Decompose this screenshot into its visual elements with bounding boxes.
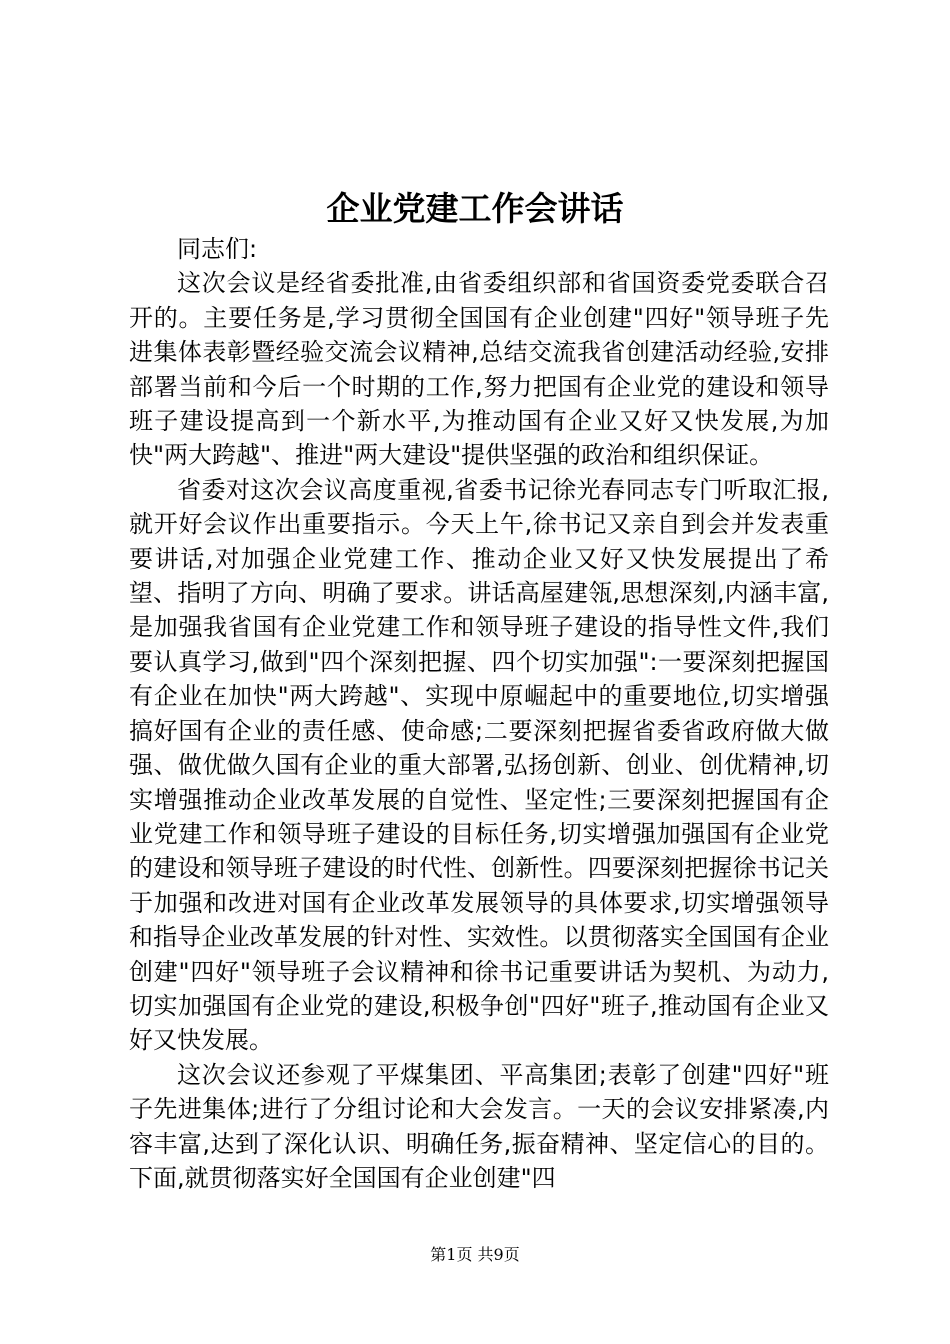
document-body — [129, 232, 829, 1195]
paragraph-1: 这次会议是经省委批准,由省委组织部和省国资委党委联合召开的。主要任务是,学习贯彻全国国有企业创建"四好"领导班子先进集体表彰暨经验交流会议精神,总结交流我省创建活动经验,安排部署当前和今后一个时期的工作,努力把国有企业党的建设和领导班子建设提高到一个新水平,为推动国有企业又好又快发展,为加快"两大跨越"、推进"两大建设"提供坚强的政治和组织保证。 — [129, 269, 829, 470]
document-title: 企业党建工作会讲话 — [326, 189, 624, 228]
paragraph-3: 这次会议还参观了平煤集团、平高集团;表彰了创建"四好"班子先进集体;进行了分组讨论和大会发言。一天的会议安排紧凑,内容丰富,达到了深化认识、明确任务,振奋精神、坚定信心的目的。下面,就贯彻落实好全国国有企业创建"四 — [129, 1060, 829, 1192]
page-footer: 第1页 共9页 — [430, 1245, 520, 1264]
greeting: 同志们: — [177, 235, 258, 263]
paragraph-2: 省委对这次会议高度重视,省委书记徐光春同志专门听取汇报,就开好会议作出重要指示。今天上午,徐书记又亲自到会并发表重要讲话,对加强企业党建工作、推动企业又好又快发展提出了希望、指明了方向、明确了要求。讲话高屋建瓴,思想深刻,内涵丰富,是加强我省国有企业党建工作和领导班子建设的指导性文件,我们要认真学习,做到"四个深刻把握、四个切实加强":一要深刻把握国有企业在加快"两大跨越"、实现中原崛起中的重要地位,切实增强搞好国有企业的责任感、使命感;二要深刻把握省委省政府做大做强、做优做久国有企业的重大部署,弘扬创新、创业、创优精神,切实增强推动企业改革发展的自觉性、坚定性;三要深刻把握国有企业党建工作和领导班子建设的目标任务,切实增强加强国有企业党的建设和领导班子建设的时代性、创新性。四要深刻把握徐书记关于加强和改进对国有企业改革发展领导的具体要求,切实增强领导和指导企业改革发展的针对性、实效性。以贯彻落实全国国有企业创建"四好"领导班子会议精神和徐书记重要讲话为契机、为动力,切实加强国有企业党的建设,积极争创"四好"班子,推动国有企业又好又快发展。 — [129, 475, 829, 1055]
